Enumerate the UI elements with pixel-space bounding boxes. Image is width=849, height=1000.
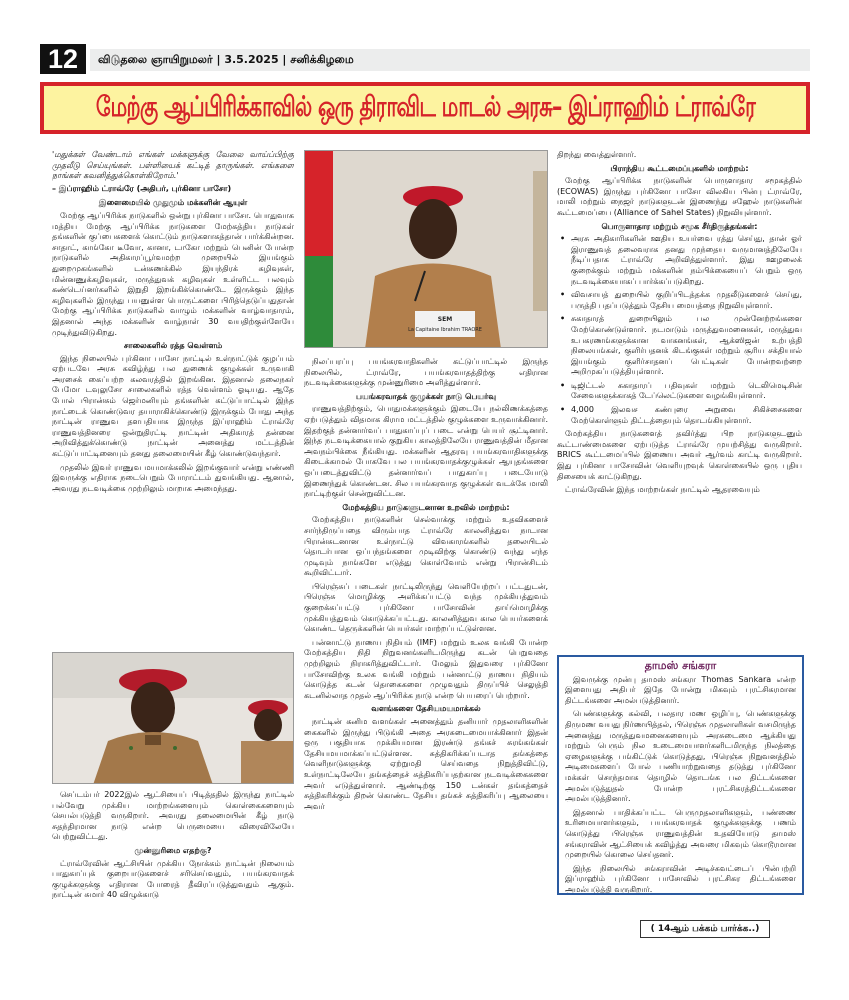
photo-traore-soldiers: [52, 652, 294, 784]
subheading: வளங்களை தேசியமயமாக்கல்: [371, 704, 481, 714]
paragraph: மேற்கத்திய நாடுகளின் செல்வாக்கு மற்றும் உதவிகளைச் சார்ந்திருப்பதை விரும்பாத ட்ராவ்ரே காலனித்துவ நாடான பிரான்சுடனான உள்நாட்டு விவகாரங்களில் தலையிடல் தொடர்பான ஒப்பந்தங்களை முடிவிற்கு கொண்டு வந்து எந்த முடிவும் நாங்களே எடுத்து கொள்வோம் என்று பிரான்சிடம் கூறிவிட்டார்.: [304, 515, 548, 578]
paragraph: மேற்கு ஆப்பிரிக்க நாடுகளில் ஒன்று புர்கினா பாசோ. பொதுவாக மத்திய மேற்கு ஆப்பிரிக்க நாடுகளை மேற்கத்திய நாடுகள் தங்களின் குப்பைகளைக் கொட்டும் நாடுகளாகத்தான் பார்க்கின்றன. சாதாட், காங்கோ டீவோ, கானா, டாகோ மற்றும் பெனின் போன்ற நாடுகளில் அதிகாரப்பூர்வமற்ற முறையில் இயங்கும் துறைமுகங்களில் டன்கணக்கில் இயந்திரக் கழிவுகள், மின்னணுக்கழிவுகள், மருத்துவக் கழிவுகள் உள்ளிட்ட பலவும் கண்டெய்னர்களில் இறுதி இறங்கிக்கொண்டே இருக்கும் இந்த கழிவுகளில் இருந்து பயனுள்ள பொருட்களை பிரித்தெடுப்பதுதான் மேற்கு ஆப்பிரிக்க நாடுகளில் வாழும் மக்களின் வாழ்வாதாரம், இதனால் அந்த மக்களின் வாழ்நாள் 30 வயதிற்குள்ளேயே முடிந்துவிடுகிறது.: [52, 210, 294, 337]
pull-quote: 'மதுக்கள் வேண்டாம் எங்கள் மக்களுக்கு வேலை வாய்ப்பிற்கு முதலீடு செய்யுங்கள். பள்ளியைக் கட்டித் தாருங்கள். எங்களை நாங்கள் கவனித்துக்கொள்கிறோம்.': [52, 150, 294, 181]
subheading: முன்னுரிமை எதற்கு?: [134, 845, 212, 855]
paragraph: நாட்டின் கனிம வளங்கள் அனைத்தும் தனியார் முதலாளிகளின் கைகளில் இருந்து பிடுங்கி அதை அரசுடைமையாக்கினார் இதன் ஒரு பகுதியாக முக்கியமான இரண்டு தங்கச் சுரங்கங்கள் தேசியமயமாக்கப்பட்டுள்ளன. சுத்திகரிக்கப்படாத தங்கத்தை வெளிநாடுகளுக்கு ஏற்றுமதி செய்வதை நிறுத்திவிட்டு, உள்நாட்டிலேயே தங்கத்தைச் சுத்திகரிப்பதற்கான நடவடிக்கைகளை அவர் எடுத்துள்ளார். ஆண்டிற்கு 150 டன்கள் தங்கத்தைச் சுத்திகரிக்கும் திறன் கொண்ட தேசிய தங்கச் சுத்திகரிப்பு ஆலையை அவர்: [304, 717, 548, 811]
list-item: • சுகாதாரத் துறையிலும் பல முன்னேற்றங்களை மேற்கொண்டுள்ளார். நடமாடும் மருத்துவமனைகள், மருத்துவ உபகரணங்களுக்கான வாகனங்கள், ஆக்ஸிஜன் உற்பத்தி நிலையங்கள், குளிர்பதனக் கிடங்குகள் மற்றும் சூரிய சக்தியால் இயங்கும் குளிர்சாதனப் பெட்டிகள் போன்றவற்றை அறிமுகப்படுத்தியுள்ளார்.: [557, 314, 802, 378]
page-header: [40, 44, 810, 74]
paragraph: இதனால் பாதிக்கப்பட்ட பெருமுதலாளிகளும், பண்ணை உரிமையாளர்களும், பயங்கரவாதக் குழுக்களுக்கு பணம் கொடுத்து பிரெஞ்சு ராணுவத்தின் உதவியோடு தாமஸ் சங்கராவின் ஆட்சியைக் கவிழ்த்து அவரை மிகவும் கொடூரமான முறையில் கொலை செய்தனர்.: [565, 807, 796, 860]
subheading: பயங்கரவாதக் குழுக்கள் நாடு பெயர்வு: [356, 391, 496, 401]
paragraph: பெண்களுக்கு கல்வி, பலதார மண ஒழிப்பு, பெண்களுக்கு திருமண வயது நிர்ணயித்தல், பிரெஞ்சு முதலாளிகள் வசமிருந்த அனைத்து மருத்துவமனைகளையும் அரசுடைமை ஆக்கியது மற்றும் பெரும் நில உடைமையாளர்களிடமிருந்த நிலத்தை ஏழைகளுக்கு பங்கிட்டுக் கொடுத்தது, பிரெஞ்சு நிறுவனத்தில் அடிமைகளைப் போல் பணியாற்றுவதை தடுத்து புர்கினோ மக்கள் சொந்தமாக தொழில் தொடங்க பல திட்டங்களை அமல்படுத்துதல் போன்ற புரட்சிகரத்திட்டங்களை அமல்படுத்தினார்.: [565, 709, 796, 804]
page-number: 12: [40, 44, 86, 74]
svg-text:SEM: SEM: [437, 316, 453, 323]
paragraph: ட்ராவ்ரேவின் ஆட்சியின் முக்கிய நோக்கம் நாட்டின் நிலையம் பாதுகாப்புக் குறைபாடுகளைச் சரிசெய்வதும், பயங்கரவாதக் குழுக்களுக்கு எதிரான போரைத் தீவிரப்படுத்துவதும் ஆகும். நாட்டின் சுமார் 40 விழுக்காடு: [52, 858, 294, 900]
sidebar-title: தாமஸ் சங்கரா: [644, 659, 717, 672]
photo-illustration: [305, 151, 548, 348]
paragraph: செப்டம்பர் 2022இல் ஆட்சியைப் பிடித்ததில் இருந்து நாட்டில் பல்வேறு முக்கிய மாற்றங்களையும் கொள்கைகளையும் செயல்படுத்தி வருகிறார். அவரது தலைமையின் கீழ் நாடு சுதந்திரமான நாடு என்ற பெருமையை விரைவிலேயே பெற்றுவிட்டது.: [52, 790, 294, 842]
list-item: • 4,000 இலவச கண்புரை அறுவை சிகிச்சைகளை மேற்கொள்ளும் திட்டத்தையும் தொடங்கியுள்ளார்.: [557, 405, 802, 426]
paragraph: திறந்து வைத்துள்ளார்.: [557, 150, 637, 159]
subheading: இளைமையில் முதுமும் மக்களின் ஆயுள்: [98, 198, 248, 208]
article-column-right: [557, 150, 802, 648]
subheading: சாலைகளில் ரத்த வெள்ளம்: [123, 341, 223, 351]
photo-traore-podium: [304, 150, 548, 348]
subheading: பொருளாதார மற்றும் சமூக சீர்திருத்தங்கள்:: [601, 221, 758, 231]
paragraph: இவருக்கு முன்பு தாமஸ் சங்கரா Thomas Sankara என்ற இளையது அதிபர் இதே போன்று மிகவும் புரட்சிகரமான திட்டங்களை அமல்படுத்தினார்.: [565, 674, 796, 705]
masthead-bar: விடுதலை ஞாயிறுமலர் | 3.5.2025 | சனிக்கிழமை: [90, 49, 810, 71]
article-column-left: [52, 150, 294, 655]
quote-attribution: – இப்ராஹிம் ட்ராவ்ரே (அதிபர், புர்கினா பாசோ): [52, 183, 232, 193]
list-item: • விவசாயத் துறையில் குறிப்பிடத்தக்க முதலீடுகளைச் செய்து, பருத்தி பதப்படுத்தும் தேசிய மையத்தை நிறுவியுள்ளார்.: [557, 290, 802, 311]
paragraph: இந்த நிலையில் புர்கினா பாசோ நாட்டில் உள்நாட்டுக் குழப்பம் ஏற்படவே அரசு கவிழ்ந்து பல துணைக் குழுக்கள் உருவாகி அரசைக் கைப்பற்ற கலவரத்தில் இறங்கின. இதனால் தலைநகர் பேமோ டவுலுசோ சாலைகளில் ரத்த வெள்ளம் ஓடியது. ஆதே போல் பிரான்சும் ஜெர்மனியும் தங்களின் கட்டுப்பாட்டில் இந்த நாட்டைக் கொண்டுவர தயாராகிக்கொண்டு இருக்கும் போது அந்த நாட்டின் ராணுவ தளபதியாக இருந்த இப்ராஹிம் ட்ராவ்ரே ராணுவத்தினரை ஒன்றுதிரட்டி நாட்டின் அதிகாரத் தன்னை அறிவித்துக்கொண்டு நாட்டின் அனைத்து மட்டத்தின் கட்டுப்பாட்டினையும் தனது தலைமையின் கீழ் கொண்டுவந்தார்.: [52, 353, 294, 459]
subheading: மேற்கத்திய நாடுகளுடனான உறவில் மாற்றம்:: [342, 502, 510, 512]
paragraph: ராணுவத்திற்கும், பொதுமக்களுக்கும் இடையே நல்லிணக்கத்தை ஏற்படுத்தும் விதமாக கிராம மட்டத்தில் குழுக்களை உருவாக்கினார். இதற்குத் தன்னார்வப் பாதுகாப்புப் படை என்று பெயர் சூட்டினார். இந்த நடவடிக்கையால் குறுகிய காலத்திலேயே ராணுவத்தின் மீதான அவநம்பிக்கை நீங்கியது. மக்களின் ஆதரவு பயங்கரவாதிகளுக்கு கிடைக்காமல் போகவே பல பயங்கரவாதக்குழுக்கள் ஆயுதங்களை ஒப்படைத்துவிட்டு தன்னார்வப் பாதுகாப்பு படையோடு இணைந்துக் கொண்டன. சில பயங்கரவாத குழுக்கள் வடக்கே மாலி நாட்டிற்குள் சென்றுவிட்டன.: [304, 404, 548, 499]
article-column-middle: [304, 357, 548, 969]
headline-text: மேற்கு ஆப்பிரிக்காவில் ஒரு திராவிட மாடல் அரசு– இப்ராஹிம் ட்ராவ்ரே: [95, 89, 755, 123]
list-item: • அரசு அதிகாரிகளின் ஊதிய உயர்வை ரத்து செய்து, தான் ஓர் இராணுவத் தலைவராக தனது முந்தைய வருமானத்திலேயே நீடிப்பதாக ட்ராவ்ரே அறிவித்துள்ளார். இது ஊழலைக் குறைக்கும் மற்றும் மக்களின் நம்பிக்கையைப் பெறும் ஒரு நடவடிக்கையாகப் பார்க்கப்படுகிறது.: [557, 234, 802, 287]
continued-on-page-note: ( 14ஆம் பக்கம் பார்க்க..): [640, 920, 770, 938]
photo-illustration: [53, 653, 294, 784]
paragraph: இந்த நிலையில் சங்கராவின் அடிச்சுவட்டைப் பின்பற்றி இப்ராஹிம் புர்கினோ பாசோவில் புரட்சிகர திட்டங்களை அமல்படுத்தி வருகிறார்.: [565, 863, 796, 894]
sidebar-box-thomas-sankara: [557, 655, 804, 895]
article-column-left-bottom: [52, 790, 294, 965]
paragraph: பன்னாட்டு நாணய நிதியம் (IMF) மற்றும் உலக வங்கி போன்ற மேற்கத்திய நிதி நிறுவனங்களிடமிருந்து கடன் பெறுவதை முற்றிலும் நிராகரித்துவிட்டார். மேலும் இதுவரை புர்கினோ பாசோவிற்கு உலக வங்கி மற்றும் பன்னாட்டு நாணய நிதியம் கொடுத்த கடன் தொகைகளை முழுவதும் திருப்பிச் செலுத்தி கடனில்லாத முதல் ஆப்பிரிக்க நாடு என்ற பெயரைப் பெற்றார்.: [304, 637, 548, 700]
paragraph: பிரெஞ்சுப் படைகள் நாட்டிலிருந்து வெளியேற்றப் பட்டதுடன், பிரெஞ்சு மொழிக்கு அளிக்கப்பட்டு வந்த முக்கியத்துவம் குறைக்கப்பட்டு புர்கினோ பாசோவின் தாய்மொழிக்கு முக்கியத்துவம் கொடுக்கப்பட்டது. காலனித்துவ கால பெயர்களைக் கொண்ட தெருக்களின் பெயர்கள் மாற்றப்பட்டுள்ளன.: [304, 581, 548, 634]
list-item: • டிஜிட்டல் சுகாதாரப் பதிவுகள் மற்றும் டெலிமெடிசின் சேவைகளுக்காகத் டேப்லெட்டுகளை வழங்கியுள்ளார்.: [557, 381, 802, 402]
paragraph: ட்ராவ்ரேவின் இந்த மாற்றங்கள் நாட்டில் ஆதரவையும்: [565, 485, 760, 495]
paragraph: மேற்கு ஆப்பிரிக்க நாடுகளின் பொருளாதார சமூகத்தில் (ECOWAS) இருந்து புர்கினோ பாசோ விலகிய பின்பு ட்ராவ்ரே, மாலி மற்றும் நைஜர் நாடுகளுடன் இணைந்து சஹேல் நாடுகளின் கூட்டமைப்பை (Alliance of Sahel States) நிறுவியுள்ளார்.: [557, 176, 802, 217]
paragraph: நிலப்பரப்பு பயங்கரவாதிகளின் கட்டுப்பாட்டில் இருந்த நிலையில், ட்ராவ்ரே, பயங்கரவாதத்திற்கு எதிரான நடவடிக்கைகளுக்கு முன்னுரிமை அளித்துள்ளார்.: [304, 357, 548, 388]
reform-list: [557, 234, 802, 426]
name-plate: La Capitaine Ibrahim TRAORE: [408, 327, 482, 333]
subheading: பிராந்திய கூட்டமைப்புகளில் மாற்றம்:: [610, 163, 749, 173]
paragraph: மேற்கத்திய நாடுகளைத் தவிர்த்து பிற நாடுகளுடனும் கூட்டாண்மைகளை ஏற்படுத்த ட்ராவ்ரே முயற்சித்து வருகிறார். BRICS கூட்டமைப்பில் இணைய அவர் ஆர்வம் காட்டி வருகிறார். இது புர்கினா பாசோவின் வெளியுறவுக் கொள்கையில் ஒரு புதிய திசையைக் காட்டுகிறது.: [557, 429, 802, 481]
paragraph: முதலில் இவர் ராணுவ மயமாக்கலில் இறங்குவார் என்று எண்ணி இவருக்கு எதிராக நடைபெறும் போராட்டம் துவங்கியது. ஆனால், அவரது நடவடிக்கை முற்றிலும் மாறாக அமைந்தது.: [52, 462, 294, 493]
headline-banner: [40, 82, 810, 134]
